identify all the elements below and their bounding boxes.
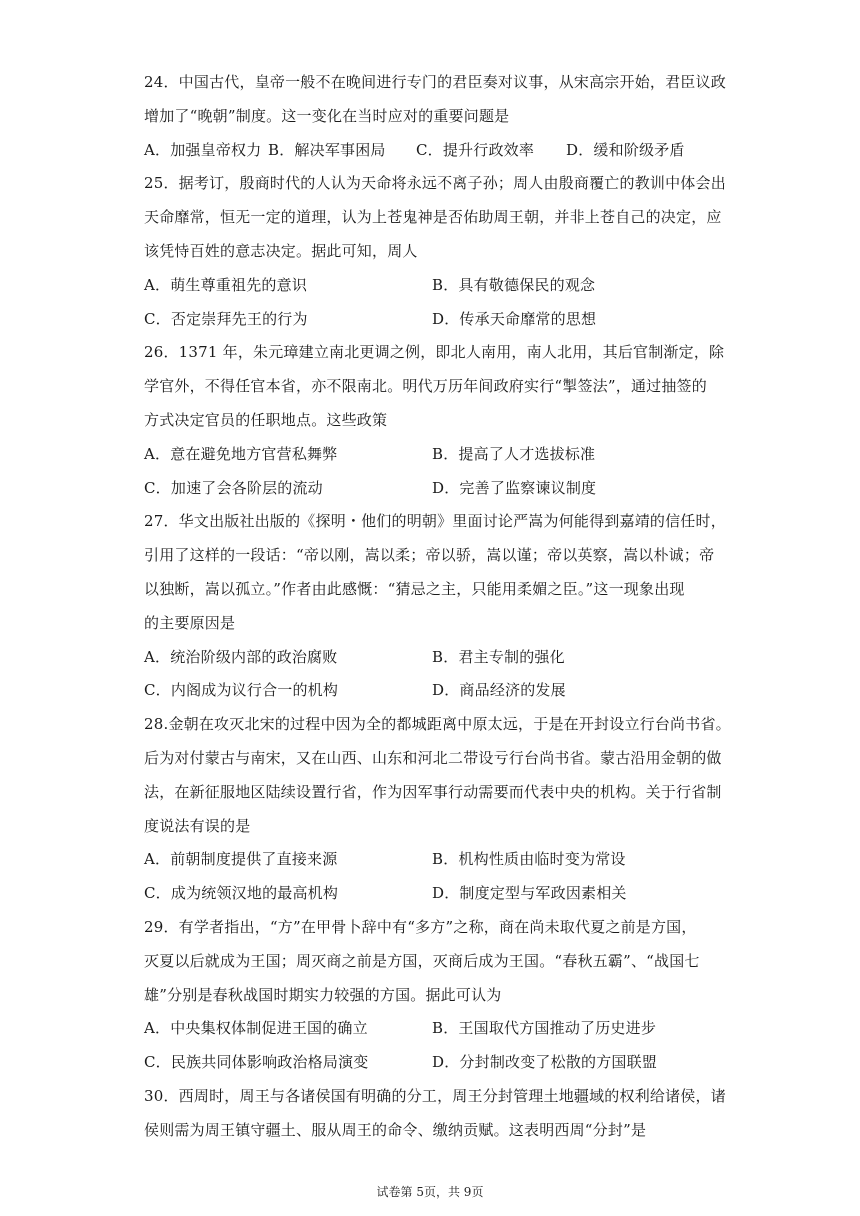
options-row — [144, 303, 720, 337]
question-stem-line: 后为对付蒙古与南宋，又在山西、山东和河北二带设亏行台尚书省。蒙古沿用金朝的做 — [144, 748, 722, 767]
question-stem-line: 30．西周时，周王与各诸侯国有明确的分工，周王分封管理土地疆域的权利给诸侯，诸 — [144, 1086, 726, 1105]
question-block — [144, 336, 725, 505]
answer-option[interactable]: A．意在避免地方官营私舞弊 — [144, 444, 338, 463]
answer-option[interactable]: B．君主专制的强化 — [432, 647, 565, 666]
question-stem-line: 灭夏以后就成为王国；周灭商之前是方国，灭商后成为王国。“春秋五霸”、“战国七 — [144, 951, 700, 970]
question-stem-line: 24．中国古代，皇帝一般不在晚间进行专门的君臣奏对议事，从宋高宗开始，君臣议政 — [144, 73, 726, 91]
answer-option[interactable]: D．分封制改变了松散的方国联盟 — [432, 1053, 658, 1072]
answer-option[interactable]: C．内阁成为议行合一的机构 — [144, 681, 339, 700]
question-stem-line: 27．华文出版社出版的《探明・他们的明朝》里面讨论严嵩为何能得到嘉靖的信任时， — [144, 512, 726, 531]
question-list — [144, 66, 731, 1148]
answer-option[interactable]: B．解决军事困局 — [268, 140, 386, 159]
question-block — [144, 505, 726, 708]
answer-option[interactable]: A．前朝制度提供了直接来源 — [144, 850, 338, 869]
answer-option[interactable]: D．缓和阶级矛盾 — [566, 140, 685, 159]
answer-option[interactable]: A．萌生尊重祖先的意识 — [144, 275, 308, 294]
answer-option[interactable]: D．传承天命靡常的思想 — [432, 309, 597, 328]
answer-option[interactable]: D．制度定型与军政因素相关 — [432, 884, 627, 903]
answer-option[interactable]: C．成为统领汉地的最高机构 — [144, 884, 339, 903]
question-stem-line: 天命靡常，恒无一定的道理，认为上苍鬼神是否佑助周王朝，并非上苍自己的决定，应 — [144, 208, 722, 227]
options-row — [144, 843, 720, 877]
question-stem-line: 度说法有误的是 — [144, 816, 251, 835]
question-block — [144, 708, 731, 911]
answer-option[interactable]: C．否定崇拜先王的行为 — [144, 309, 308, 328]
question-stem-line: 28.金朝在攻灭北宋的过程中因为全的都城距离中原太远，于是在开封设立行台尚书省。 — [144, 715, 731, 734]
question-stem-line: 的主要原因是 — [144, 613, 236, 632]
question-stem-line: 26．1371 年，朱元璋建立南北更调之例，即北人南用，南人北用，其后官制渐定，除 — [144, 343, 725, 362]
options-row — [144, 134, 720, 168]
answer-option[interactable]: C．民族共同体影响政治格局演变 — [144, 1053, 369, 1072]
options-row — [144, 438, 720, 472]
page-footer: 试卷第 5页，共 9页 — [376, 1185, 484, 1199]
question-stem-line: 学官外，不得任官本省，亦不限南北。明代万历年间政府实行“掣签法”，通过抽签的 — [144, 377, 707, 396]
answer-option[interactable]: C．提升行政效率 — [416, 140, 535, 159]
question-stem-line: 雄”分别是春秋战国时期实力较强的方国。据此可认为 — [144, 985, 502, 1004]
question-stem-line: 29．有学者指出，“方”在甲骨卜辞中有“多方”之称，商在尚未取代夏之前是方国， — [144, 917, 697, 936]
answer-option[interactable]: B．具有敬德保民的观念 — [432, 275, 596, 294]
options-row — [144, 472, 720, 506]
options-row — [144, 641, 720, 675]
answer-option[interactable]: D．商品经济的发展 — [432, 681, 566, 700]
question-block — [144, 1080, 726, 1148]
options-row — [144, 674, 720, 708]
options-row — [144, 1012, 720, 1046]
options-row — [144, 269, 720, 303]
question-stem-line: 以独断，嵩以孤立。”作者由此感慨：“猜忌之主，只能用柔媚之臣。”这一现象出现 — [144, 579, 685, 598]
question-block — [144, 167, 726, 336]
question-stem-line: 该凭恃百姓的意志决定。据此可知，周人 — [144, 241, 418, 260]
options-row — [144, 877, 720, 911]
question-stem-line: 侯则需为周王镇守疆土、服从周王的命令、缴纳贡赋。这表明西周“分封”是 — [144, 1120, 647, 1139]
answer-option[interactable]: B．王国取代方国推动了历史进步 — [432, 1019, 657, 1038]
answer-option[interactable]: A．统治阶级内部的政治腐败 — [144, 647, 338, 666]
answer-option[interactable]: A．加强皇帝权力 — [144, 140, 262, 159]
question-stem-line: 法，在新征服地区陆续设置行省，作为因军事行动需要而代表中央的机构。关于行省制 — [144, 782, 722, 801]
answer-option[interactable]: B．机构性质由临时变为常设 — [432, 850, 626, 869]
question-block — [144, 911, 720, 1080]
question-stem-line: 增加了“晚朝”制度。这一变化在当时应对的重要问题是 — [144, 106, 510, 125]
question-stem-line: 方式决定官员的任职地点。这些政策 — [144, 410, 388, 429]
answer-option[interactable]: C．加速了会各阶层的流动 — [144, 478, 323, 497]
question-block — [144, 66, 726, 167]
answer-option[interactable]: A．中央集权体制促进王国的确立 — [144, 1019, 368, 1038]
answer-option[interactable]: D．完善了监察谏议制度 — [432, 478, 597, 497]
question-stem-line: 引用了这样的一段话：“帝以刚，嵩以柔；帝以骄，嵩以谨；帝以英察，嵩以朴诚；帝 — [144, 546, 715, 565]
answer-option[interactable]: B．提高了人才选拔标准 — [432, 444, 596, 463]
options-row — [144, 1046, 720, 1080]
question-stem-line: 25．据考订，殷商时代的人认为天命将永远不离子孙；周人由殷商覆亡的教训中体会出 — [144, 174, 726, 193]
